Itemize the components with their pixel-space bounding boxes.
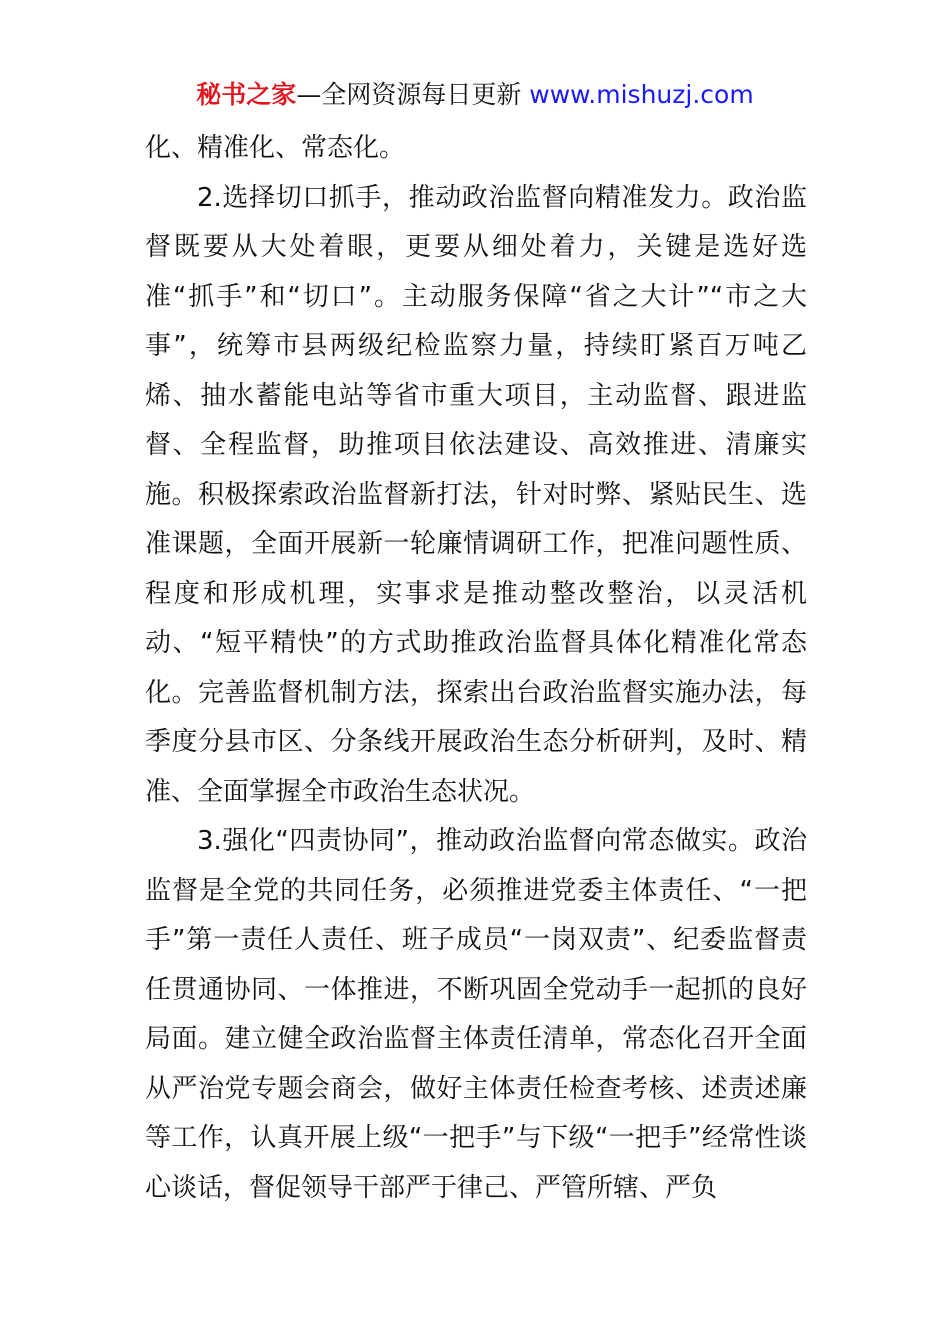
header-tagline: —全网资源每日更新 [296, 80, 530, 109]
document-body [145, 124, 807, 1213]
paragraph-3: 3.强化“四责协同”，推动政治监督向常态做实。政治监督是全党的共同任务，必须推进党委主体责任、“一把手”第一责任人责任、班子成员“一岗双责”、纪委监督责任贯通协同、一体推进，不断巩固全党动手一起抓的良好局面。建立健全政治监督主体责任清单，常态化召开全面从严治党专题会商会，做好主体责任检查考核、述责述廉等工作，认真开展上级“一把手”与下级“一把手”经常性谈心谈话，督促领导干部严于律己、严管所辖、严负 [145, 826, 807, 1203]
header-site-url: www.mishuzj.com [529, 80, 754, 109]
page-header [0, 78, 950, 112]
header-brand: 秘书之家 [196, 80, 297, 109]
paragraph-2: 2.选择切口抓手，推动政治监督向精准发力。政治监督既要从大处着眼，更要从细处着力，关键是选好选准“抓手”和“切口”。主动服务保障“省之大计”“市之大事”，统筹市县两级纪检监察力量，持续盯紧百万吨乙烯、抽水蓄能电站等省市重大项目，主动监督、跟进监督、全程监督，助推项目依法建设、高效推进、清廉实施。积极探索政治监督新打法，针对时弊、紧贴民生、选准课题，全面开展新一轮廉情调研工作，把准问题性质、程度和形成机理，实事求是推动整改整治，以灵活机动、“短平精快”的方式助推政治监督具体化精准化常态化。完善监督机制方法，探索出台政治监督实施办法，每季度分县市区、分条线开展政治生态分析研判，及时、精准、全面掌握全市政治生态状况。 [145, 182, 807, 807]
paragraph-continuation: 化、精准化、常态化。 [145, 133, 406, 163]
